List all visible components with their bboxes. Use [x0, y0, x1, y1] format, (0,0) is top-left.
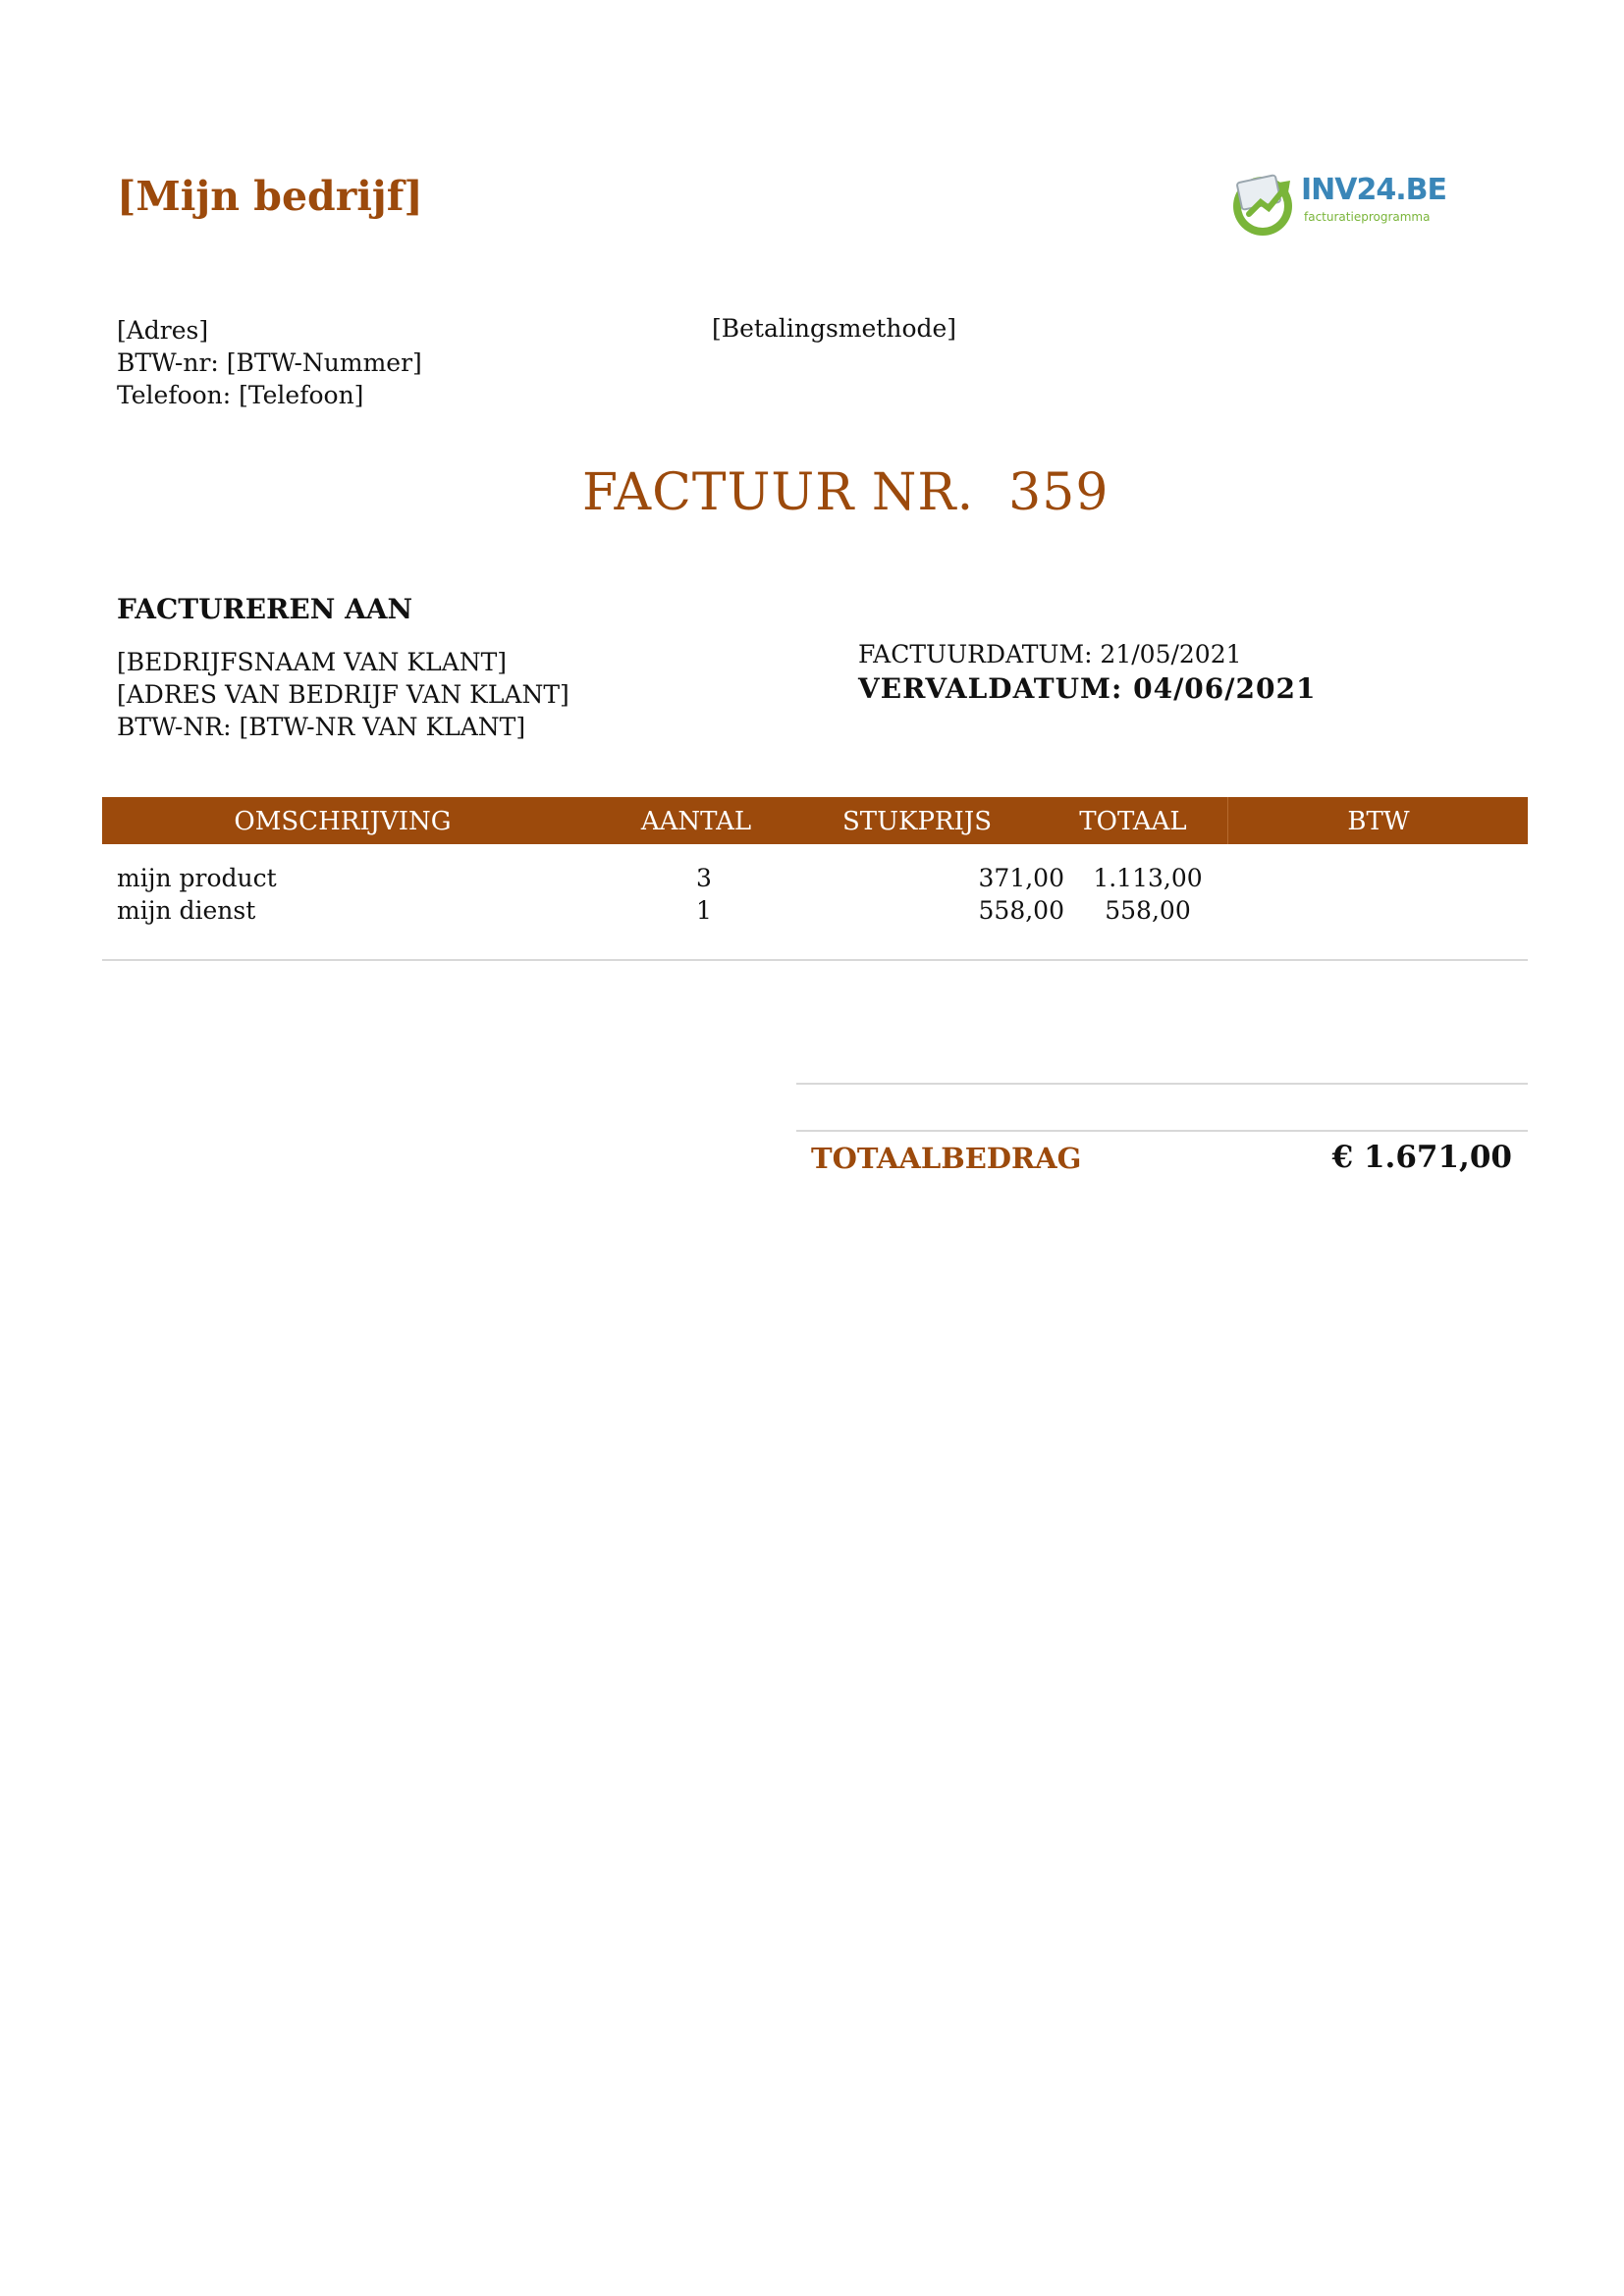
column-header-quantity: AANTAL	[640, 807, 752, 836]
row-unit-price: 371,00	[978, 864, 1064, 892]
seller-address: [Adres]	[117, 316, 209, 345]
table-header	[102, 797, 1528, 844]
bill-to-details	[117, 646, 569, 743]
company-name: [Mijn bedrijf]	[117, 173, 423, 220]
invoice-dates	[858, 637, 1316, 706]
table-bottom-divider	[102, 959, 1528, 961]
column-header-total: TOTAAL	[1079, 807, 1187, 836]
invoice-title: FACTUUR NR. 359	[582, 463, 1110, 522]
invoice-date: FACTUURDATUM: 21/05/2021	[858, 640, 1242, 668]
row-description: mijn dienst	[117, 896, 256, 925]
totals-divider-top	[796, 1083, 1528, 1085]
logo-icon	[1227, 165, 1298, 243]
row-quantity: 3	[696, 864, 712, 892]
logo-text: INV24.BE	[1301, 173, 1446, 207]
row-quantity: 1	[696, 896, 712, 925]
row-total: 1.113,00	[1093, 864, 1203, 892]
column-divider	[1227, 797, 1228, 844]
payment-method: [Betalingsmethode]	[712, 314, 957, 343]
client-company: [BEDRIJFSNAAM VAN KLANT]	[117, 648, 508, 676]
row-total: 558,00	[1105, 896, 1191, 925]
due-date: VERVALDATUM: 04/06/2021	[858, 672, 1317, 705]
totals-divider	[796, 1130, 1528, 1132]
column-header-description: OMSCHRIJVING	[234, 807, 452, 836]
column-header-vat: BTW	[1347, 807, 1410, 836]
total-label: TOTAALBEDRAG	[811, 1142, 1082, 1175]
total-amount: € 1.671,00	[1331, 1140, 1512, 1175]
row-description: mijn product	[117, 864, 277, 892]
client-address: [ADRES VAN BEDRIJF VAN KLANT]	[117, 680, 569, 709]
seller-vat: BTW-nr: [BTW-Nummer]	[117, 348, 422, 377]
logo-subtext: facturatieprogramma	[1304, 210, 1431, 224]
column-header-unit-price: STUKPRIJS	[841, 807, 993, 836]
logo	[1227, 165, 1446, 243]
client-vat: BTW-NR: [BTW-NR VAN KLANT]	[117, 713, 526, 741]
seller-details	[117, 314, 422, 411]
seller-phone: Telefoon: [Telefoon]	[117, 381, 364, 409]
bill-to-heading: FACTUREREN AAN	[117, 593, 413, 625]
row-unit-price: 558,00	[978, 896, 1064, 925]
